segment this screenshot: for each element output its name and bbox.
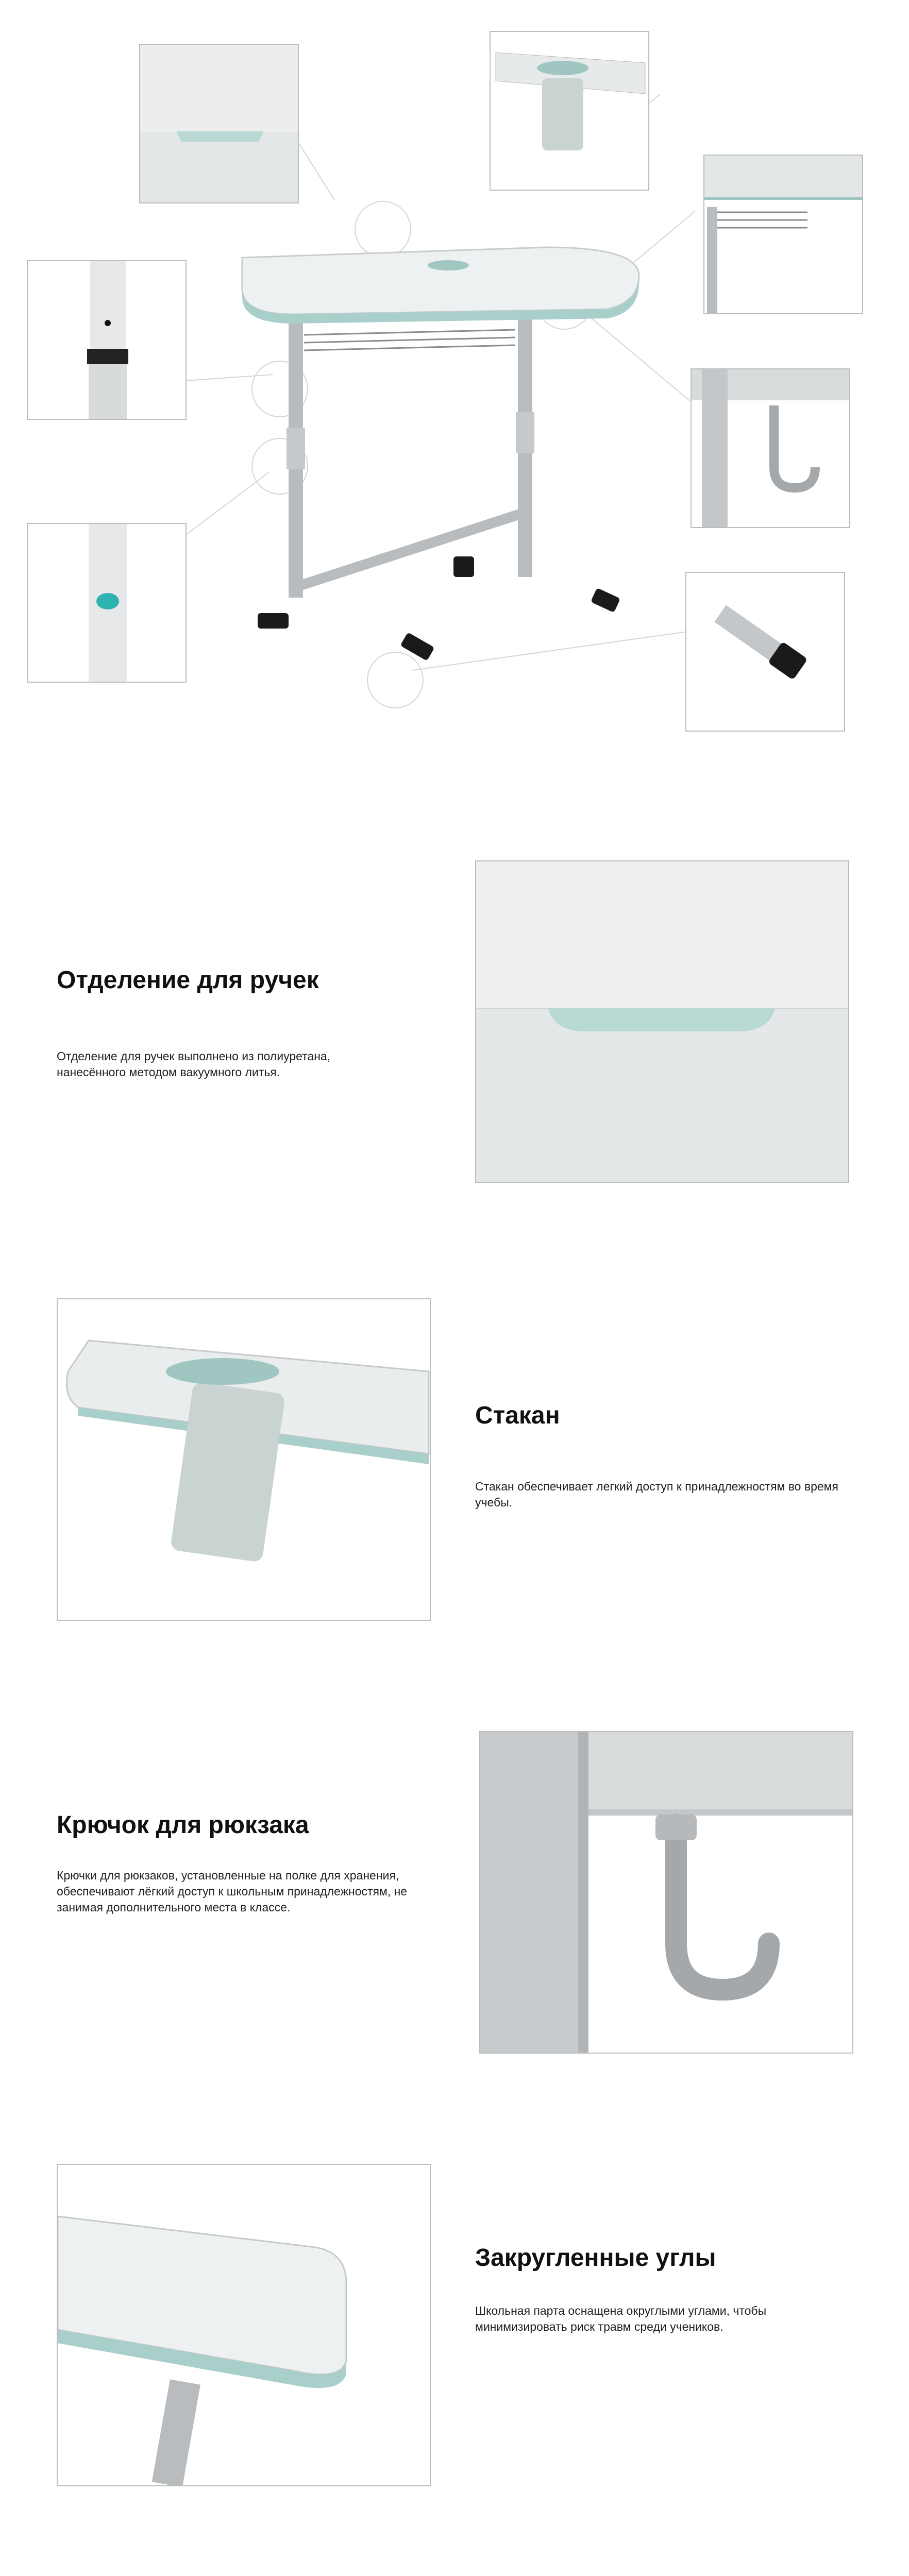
thumb-color-mark	[27, 523, 187, 683]
school-desk-illustration	[227, 227, 670, 721]
image-cup	[57, 1298, 431, 1621]
section-title: Стакан	[475, 1402, 560, 1429]
section-description: Крючки для рюкзаков, установленные на полке для хранения, обеспечивают лёгкий доступ к школьным принадлежностям, не занимая дополнительного места в классе.	[57, 1869, 408, 1914]
hero-diagram	[0, 0, 909, 747]
section-title: Крючок для рюкзака	[57, 1811, 309, 1839]
section-title: Отделение для ручек	[57, 967, 319, 994]
section-description: Отделение для ручек выполнено из полиуретана, нанесённого методом вакуумного литья.	[57, 1049, 331, 1079]
thumb-foot	[685, 572, 845, 732]
image-pen-tray	[475, 860, 849, 1183]
thumb-hook	[691, 368, 850, 528]
section-title: Закругленные углы	[475, 2244, 716, 2272]
thumb-pen-tray	[139, 44, 299, 204]
image-rounded-corner	[57, 2164, 431, 2486]
image-backpack-hook	[479, 1731, 853, 2054]
thumb-shelf	[703, 155, 863, 314]
section-description: Стакан обеспечивает легкий доступ к принадлежностям во время учебы.	[475, 1480, 838, 1510]
thumb-cup	[490, 31, 649, 191]
section-description: Школьная парта оснащена округлыми углами, чтобы минимизировать риск травм среди учеников.	[475, 2304, 767, 2334]
thumb-engraving	[27, 260, 187, 420]
